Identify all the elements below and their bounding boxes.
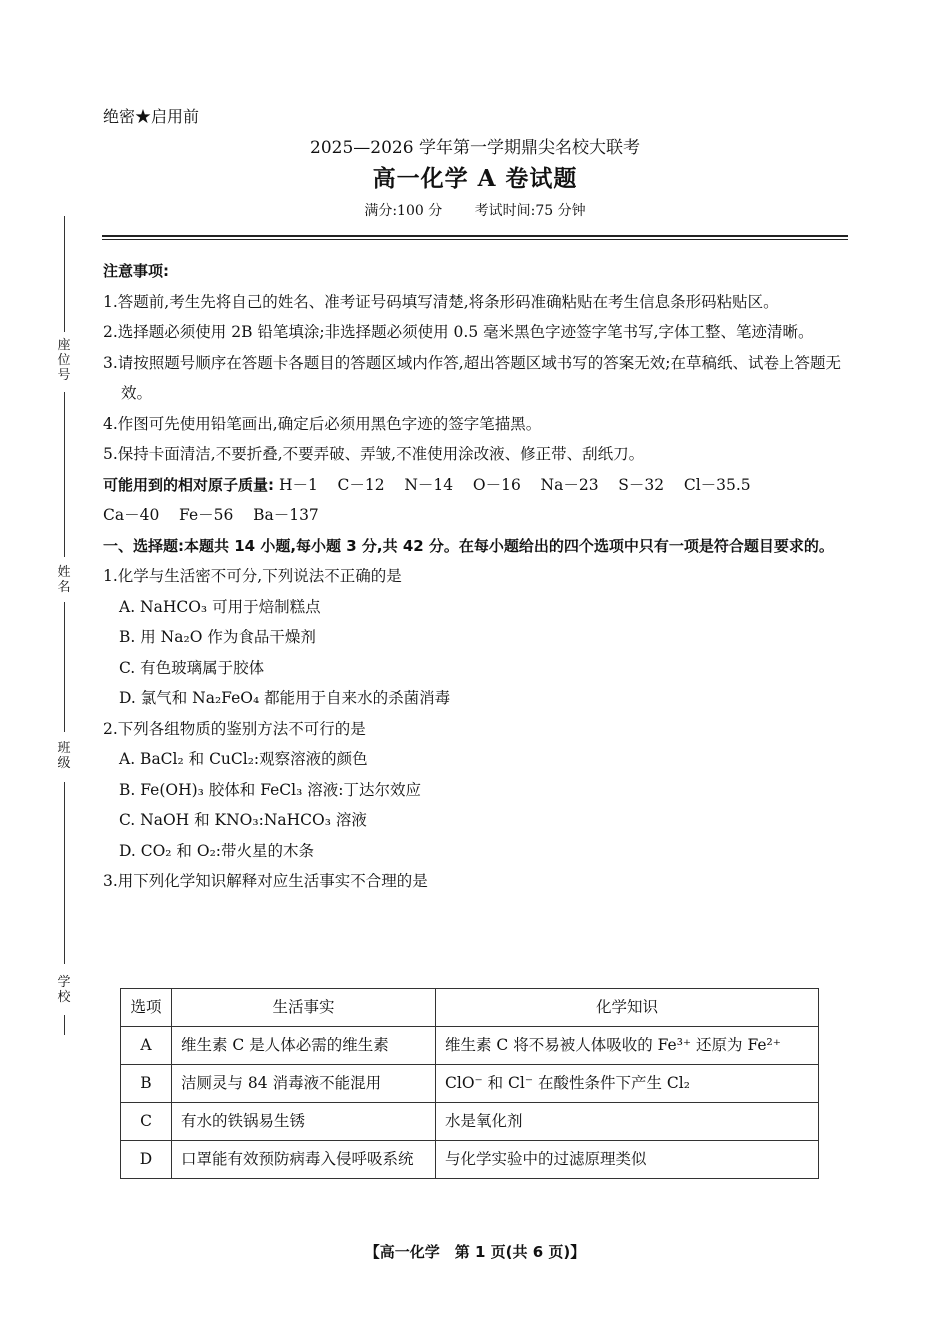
column-header: 生活事实 bbox=[172, 989, 436, 1027]
atomic-mass: Na－23 bbox=[540, 475, 599, 494]
section-heading: 一、选择题:本题共 14 小题,每小题 3 分,共 42 分。在每小题给出的四个选项中只有一项是符合题目要求的。 bbox=[103, 536, 834, 555]
atomic-mass-label: 可能用到的相对原子质量: bbox=[103, 475, 274, 494]
exam-time: 考试时间:75 分钟 bbox=[474, 203, 586, 219]
column-header: 化学知识 bbox=[436, 989, 819, 1027]
q2-option-a: A. BaCl₂ 和 CuCl₂:观察溶液的颜色 bbox=[119, 750, 368, 768]
notice-item: 4.作图可先使用铅笔画出,确定后必须用黑色字迹的签字笔描黑。 bbox=[103, 414, 542, 433]
header-divider-thin bbox=[102, 239, 848, 240]
q2-option-c: C. NaOH 和 KNO₃:NaHCO₃ 溶液 bbox=[119, 811, 367, 829]
question-3-stem: 3.用下列化学知识解释对应生活事实不合理的是 bbox=[103, 872, 428, 890]
exam-name: 2025—2026 学年第一学期鼎尖名校大联考 bbox=[310, 138, 640, 158]
table-row bbox=[121, 1027, 819, 1065]
page-title: 高一化学 A 卷试题 bbox=[372, 165, 578, 192]
knowledge-cell: 水是氧化剂 bbox=[436, 1103, 819, 1141]
atomic-mass: C－12 bbox=[337, 475, 385, 494]
notice-item: 5.保持卡面清洁,不要折叠,不要弄破、弄皱,不准使用涂改液、修正带、刮纸刀。 bbox=[103, 445, 645, 463]
option-cell: D bbox=[121, 1141, 172, 1179]
q1-option-b: B. 用 Na₂O 作为食品干燥剂 bbox=[119, 628, 316, 646]
fact-cell: 维生素 C 是人体必需的维生素 bbox=[172, 1027, 436, 1065]
name-label: 姓名 bbox=[57, 565, 71, 595]
table-row bbox=[121, 1103, 819, 1141]
q1-option-c: C. 有色玻璃属于胶体 bbox=[119, 658, 265, 677]
full-score: 满分:100 分 bbox=[364, 203, 443, 219]
header-divider-thick bbox=[102, 235, 848, 237]
binding-line-2 bbox=[64, 392, 65, 557]
atomic-mass: S－32 bbox=[618, 475, 665, 494]
question-2-stem: 2.下列各组物质的鉴别方法不可行的是 bbox=[103, 719, 366, 738]
atomic-mass: Ca－40 bbox=[103, 506, 160, 524]
option-cell: C bbox=[121, 1103, 172, 1141]
q1-option-a: A. NaHCO₃ 可用于焙制糕点 bbox=[119, 597, 321, 616]
knowledge-cell: ClO⁻ 和 Cl⁻ 在酸性条件下产生 Cl₂ bbox=[436, 1065, 819, 1103]
binding-line-4 bbox=[64, 782, 65, 964]
fact-cell: 有水的铁锅易生锈 bbox=[172, 1103, 436, 1141]
school-label: 学校 bbox=[57, 975, 71, 1005]
atomic-mass: O－16 bbox=[472, 475, 521, 494]
q2-option-b: B. Fe(OH)₃ 胶体和 FeCl₃ 溶液:丁达尔效应 bbox=[119, 780, 421, 799]
column-header: 选项 bbox=[121, 989, 172, 1027]
knowledge-cell: 与化学实验中的过滤原理类似 bbox=[436, 1141, 819, 1179]
atomic-mass-line-1 bbox=[103, 470, 853, 501]
binding-line-1 bbox=[64, 216, 65, 332]
confidential-label: 绝密★启用前 bbox=[103, 107, 200, 126]
atomic-mass: Fe－56 bbox=[179, 506, 234, 524]
binding-line-5 bbox=[64, 1015, 65, 1035]
question-1-stem: 1.化学与生活密不可分,下列说法不正确的是 bbox=[103, 567, 402, 585]
page-footer: 【高一化学 第 1 页(共 6 页)】 bbox=[364, 1243, 586, 1261]
option-cell: B bbox=[121, 1065, 172, 1103]
notice-item: 3.请按照题号顺序在答题卡各题目的答题区域内作答,超出答题区域书写的答案无效;在草稿纸、试卷上答题无效。 bbox=[103, 353, 841, 402]
atomic-mass: Cl－35.5 bbox=[683, 475, 751, 494]
table-header-row bbox=[121, 989, 819, 1027]
seat-number-label: 座位号 bbox=[57, 338, 71, 383]
question-3-table bbox=[120, 988, 819, 1179]
table-row bbox=[121, 1141, 819, 1179]
notice-item: 1.答题前,考生先将自己的姓名、准考证号码填写清楚,将条形码准确粘贴在考生信息条形码粘贴区。 bbox=[103, 292, 779, 311]
atomic-mass-line-2 bbox=[103, 500, 853, 531]
q1-option-d: D. 氯气和 Na₂FeO₄ 都能用于自来水的杀菌消毒 bbox=[119, 689, 451, 707]
option-cell: A bbox=[121, 1027, 172, 1065]
fact-cell: 洁厕灵与 84 消毒液不能混用 bbox=[172, 1065, 436, 1103]
notice-item: 2.选择题必须使用 2B 铅笔填涂;非选择题必须使用 0.5 毫米黑色字迹签字笔书写,字体工整、笔迹清晰。 bbox=[103, 323, 814, 341]
q2-option-d: D. CO₂ 和 O₂:带火星的木条 bbox=[119, 841, 315, 860]
notice-heading: 注意事项: bbox=[103, 262, 169, 280]
class-label: 班级 bbox=[57, 741, 71, 771]
fact-cell: 口罩能有效预防病毒入侵呼吸系统 bbox=[172, 1141, 436, 1179]
atomic-mass: H－1 bbox=[278, 475, 318, 494]
table-row bbox=[121, 1065, 819, 1103]
atomic-mass: Ba－137 bbox=[253, 506, 319, 524]
knowledge-cell: 维生素 C 将不易被人体吸收的 Fe³⁺ 还原为 Fe²⁺ bbox=[436, 1027, 819, 1065]
binding-line-3 bbox=[64, 602, 65, 732]
exam-meta bbox=[0, 200, 950, 220]
atomic-mass: N－14 bbox=[404, 475, 454, 494]
exam-body bbox=[103, 256, 853, 897]
